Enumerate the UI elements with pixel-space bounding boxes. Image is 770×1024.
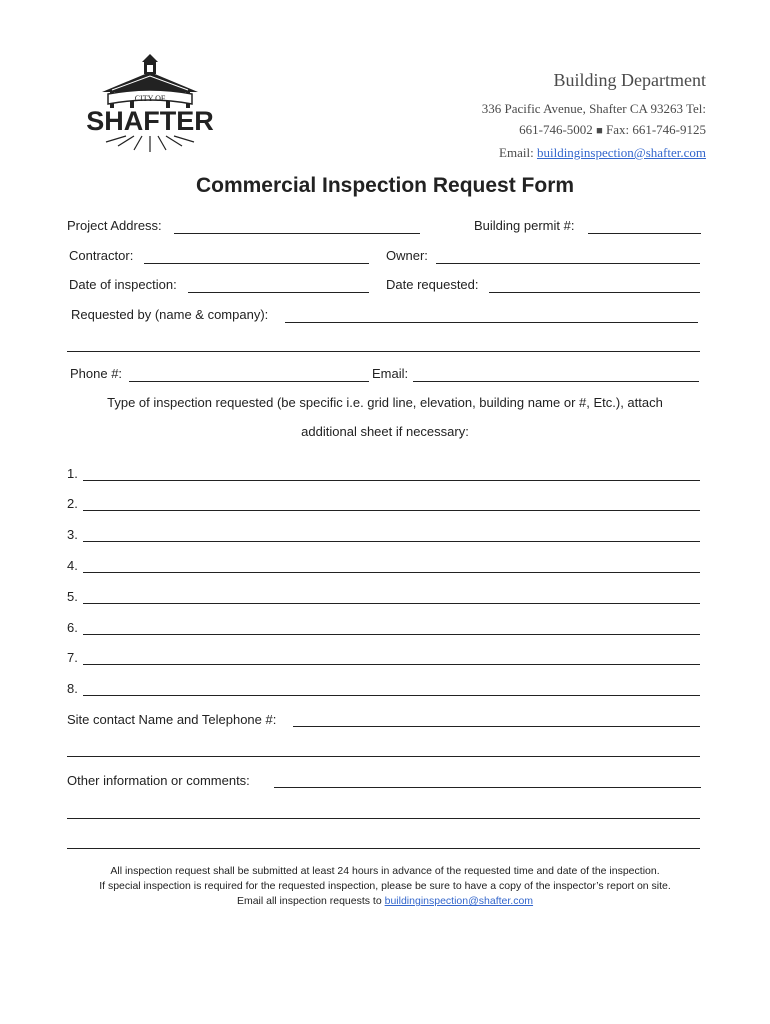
site-contact-label: Site contact Name and Telephone #: [67, 712, 277, 727]
phone-number: 661-746-5002 [519, 122, 593, 137]
svg-text:SHAFTER: SHAFTER [86, 106, 214, 136]
item-number-7: 7. [67, 650, 78, 665]
inspection-item-field-7[interactable] [83, 664, 700, 665]
phone-field[interactable] [129, 381, 369, 382]
other-info-field-continuation-2[interactable] [67, 848, 700, 849]
site-contact-field-continuation[interactable] [67, 756, 700, 757]
department-contact-block [400, 98, 706, 163]
date-requested-field[interactable] [489, 292, 700, 293]
item-number-2: 2. [67, 496, 78, 511]
footer-notice-2: If special inspection is required for the requested inspection, please be sure to have a copy of the inspector’s report on site. [99, 880, 671, 892]
requested-by-field-continuation[interactable] [67, 351, 700, 352]
other-info-field[interactable] [274, 787, 701, 788]
date-of-inspection-label: Date of inspection: [69, 277, 177, 292]
item-number-6: 6. [67, 620, 78, 635]
date-requested-label: Date requested: [386, 277, 479, 292]
contractor-field[interactable] [144, 263, 369, 264]
contractor-label: Contractor: [69, 248, 134, 263]
city-of-shafter-logo [72, 52, 228, 154]
svg-text:CITY OF: CITY OF [134, 94, 166, 103]
inspection-item-field-4[interactable] [83, 572, 700, 573]
date-of-inspection-field[interactable] [188, 292, 369, 293]
shafter-logo-graphic [72, 52, 228, 154]
inspection-type-instructions: Type of inspection requested (be specific i.e. grid line, elevation, building name or #, Etc.), attach [107, 395, 663, 410]
item-number-1: 1. [67, 466, 78, 481]
building-permit-field[interactable] [588, 233, 701, 234]
footer-email-link[interactable]: buildinginspection@shafter.com [384, 895, 534, 907]
inspection-type-instructions-cont: additional sheet if necessary: [301, 424, 469, 439]
requested-by-label: Requested by (name & company): [71, 307, 269, 322]
email-label: Email: [499, 145, 534, 160]
inspection-item-field-1[interactable] [83, 480, 700, 481]
item-number-8: 8. [67, 681, 78, 696]
inspection-item-field-5[interactable] [83, 603, 700, 604]
footer-notice-1: All inspection request shall be submitted at least 24 hours in advance of the requested time and date of the inspection. [110, 865, 660, 877]
inspection-item-field-2[interactable] [83, 510, 700, 511]
project-address-field[interactable] [174, 233, 420, 234]
project-address-label: Project Address: [67, 218, 162, 233]
item-number-3: 3. [67, 527, 78, 542]
owner-label: Owner: [386, 248, 428, 263]
inspection-item-field-8[interactable] [83, 695, 700, 696]
owner-field[interactable] [436, 263, 700, 264]
bullet-separator-icon: ■ [596, 125, 603, 137]
item-number-4: 4. [67, 558, 78, 573]
header-email-link[interactable]: buildinginspection@shafter.com [536, 145, 706, 160]
other-info-label: Other information or comments: [67, 773, 250, 788]
form-title: Commercial Inspection Request Form [195, 174, 575, 197]
inspection-item-field-6[interactable] [83, 634, 700, 635]
item-number-5: 5. [67, 589, 78, 604]
email-field[interactable] [413, 381, 699, 382]
footer-notice-3 [0, 895, 770, 907]
building-permit-label: Building permit #: [474, 218, 575, 233]
requested-by-field[interactable] [285, 322, 698, 323]
email-line [400, 142, 706, 163]
site-contact-field[interactable] [293, 726, 700, 727]
inspection-item-field-3[interactable] [83, 541, 700, 542]
other-info-field-continuation-1[interactable] [67, 818, 700, 819]
phone-label: Phone #: [70, 366, 123, 381]
email-label-field: Email: [372, 366, 409, 381]
fax-number: Fax: 661-746-9125 [605, 122, 706, 137]
footer-email-prefix: Email all inspection requests to [236, 895, 382, 907]
address-line: 336 Pacific Avenue, Shafter CA 93263 Tel: [481, 101, 706, 116]
department-title: Building Department [553, 70, 706, 90]
phone-fax-line [400, 119, 706, 142]
